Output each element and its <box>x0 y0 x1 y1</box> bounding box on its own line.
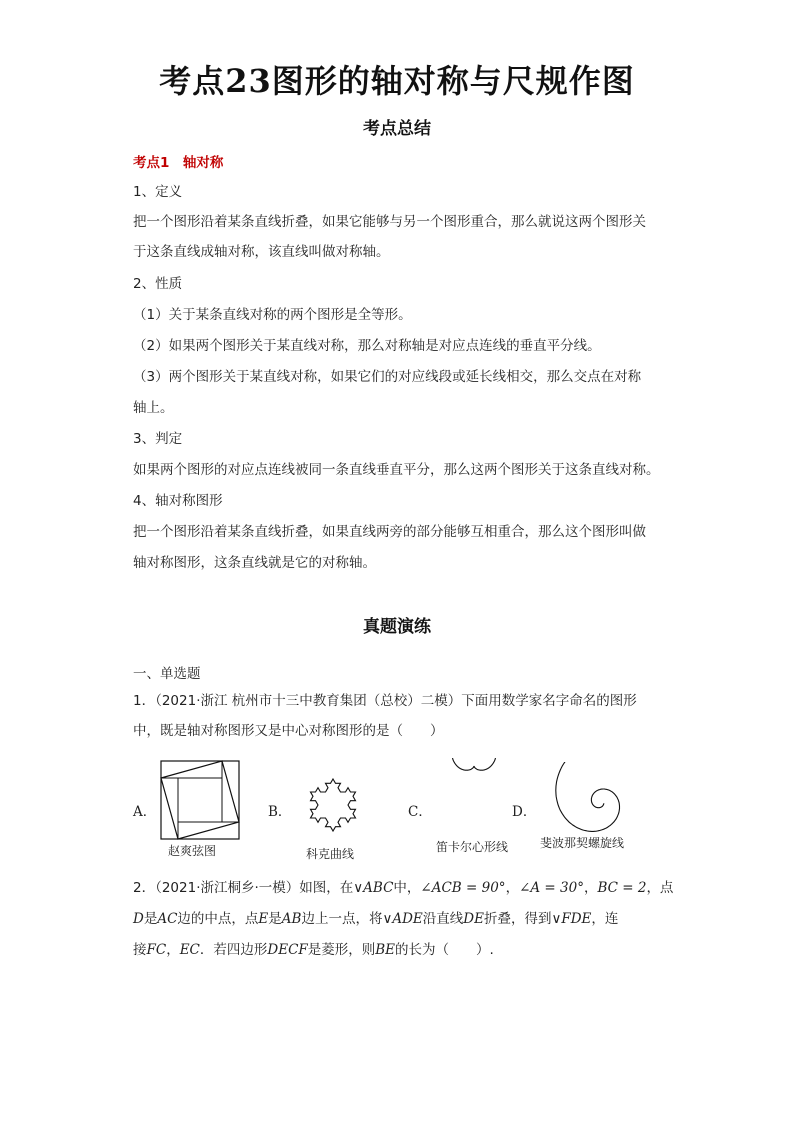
question-1-line: 1．（2021·浙江 杭州市十三中教育集团（总校）二模）下面用数学家名字命名的图形 <box>133 693 637 709</box>
question-1-line: 中，既是轴对称图形又是中心对称图形的是（ ） <box>133 723 444 739</box>
property-line: 轴上。 <box>133 400 174 416</box>
option-b-label[interactable]: B． <box>268 804 292 820</box>
topic-label: 考点1 轴对称 <box>133 155 224 171</box>
axis-figure-heading: 4、轴对称图形 <box>133 493 223 509</box>
practice-heading: 真题演练 <box>363 617 431 637</box>
question-type-label: 一、单选题 <box>133 666 201 682</box>
axis-figure-line: 轴对称图形，这条直线就是它的对称轴。 <box>133 555 376 571</box>
criterion-line: 如果两个图形的对应点连线被同一条直线垂直平分，那么这两个图形关于这条直线对称。 <box>133 462 660 478</box>
summary-heading: 考点总结 <box>363 119 431 139</box>
property-heading: 2、性质 <box>133 276 183 292</box>
fibonacci-spiral[interactable] <box>548 762 628 832</box>
property-line: （3）两个图形关于某直线对称，如果它们的对应线段或延长线相交，那么交点在对称 <box>133 369 642 385</box>
cardioid-curve[interactable] <box>434 758 514 836</box>
option-c-label[interactable]: C． <box>408 804 432 820</box>
option-c-caption: 笛卡尔心形线 <box>436 840 509 854</box>
option-d-label[interactable]: D． <box>512 804 537 820</box>
definition-heading: 1、定义 <box>133 184 183 200</box>
option-a-caption: 赵爽弦图 <box>168 844 217 858</box>
question-2-line-2: D是AC边的中点，点E是AB边上一点，将∨ADE沿直线DE折叠，得到∨FDE，连 <box>133 911 619 927</box>
page-title: 考点23图形的轴对称与尺规作图 <box>159 62 635 100</box>
question-2-line-1: 2．（2021·浙江桐乡·一模）如图，在∨ABC中，∠ACB = 90°，∠A = 30°，BC = 2，点 <box>133 880 674 896</box>
option-d-caption: 斐波那契螺旋线 <box>540 836 625 850</box>
koch-snowflake[interactable] <box>296 768 371 838</box>
property-line: （2）如果两个图形关于某直线对称，那么对称轴是对应点连线的垂直平分线。 <box>133 338 601 354</box>
definition-line: 把一个图形沿着某条直线折叠，如果它能够与另一个图形重合，那么就说这两个图形关 <box>133 214 646 230</box>
property-line: （1）关于某条直线对称的两个图形是全等形。 <box>133 307 412 323</box>
axis-figure-line: 把一个图形沿着某条直线折叠，如果直线两旁的部分能够互相重合，那么这个图形叫做 <box>133 524 646 540</box>
option-a-label[interactable]: A． <box>133 804 157 820</box>
zhao-shuang-diagram[interactable] <box>160 760 240 840</box>
criterion-heading: 3、判定 <box>133 431 183 447</box>
definition-line: 于这条直线成轴对称，该直线叫做对称轴。 <box>133 244 390 260</box>
question-2-line-3: 接FC，EC．若四边形DECF是菱形，则BE的长为（ ）. <box>133 942 494 958</box>
option-b-caption: 科克曲线 <box>306 847 355 861</box>
